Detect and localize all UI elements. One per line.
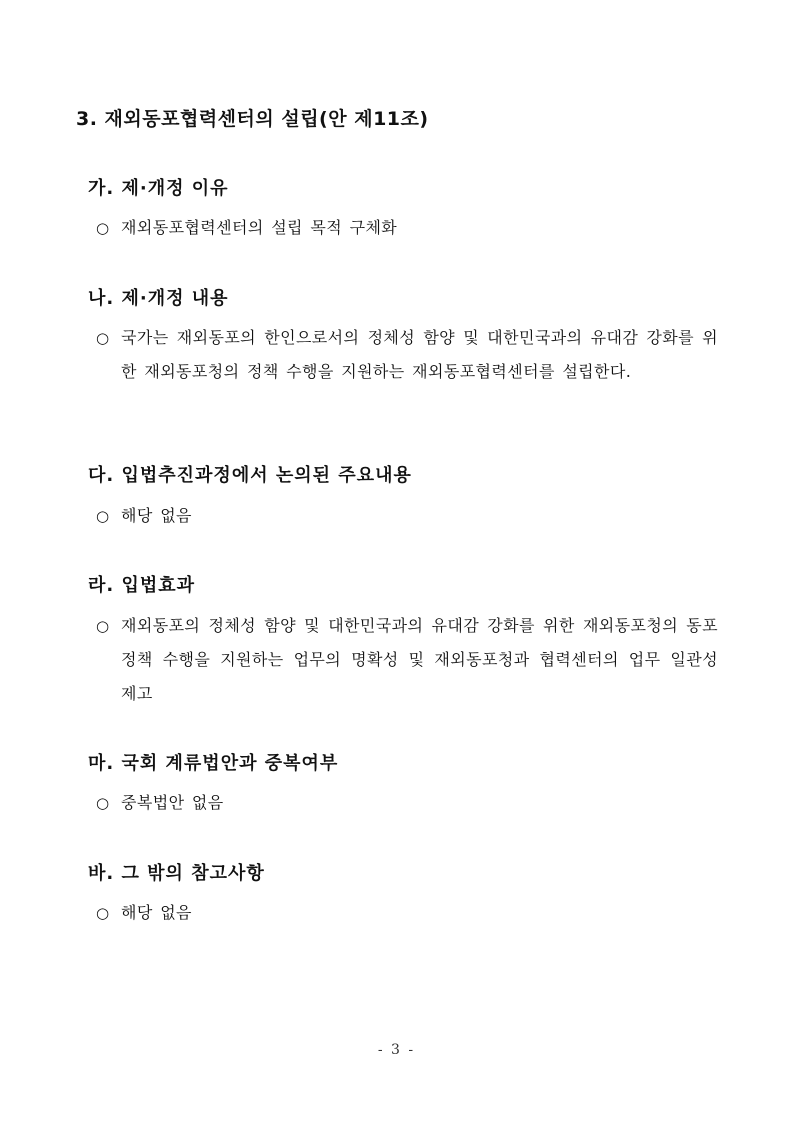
section-heading: 가. 제·개정 이유 [88,178,229,199]
section-heading: 다. 입법추진과정에서 논의된 주요내용 [88,465,412,486]
bullet-text: 해당 없음 [121,506,192,525]
section-heading: 마. 국회 계류법안과 중복여부 [88,753,339,774]
page-number: - 3 - [377,1042,416,1058]
bullet-text: 해당 없음 [121,903,192,922]
bullet-circle-icon: ○ [96,617,110,635]
section-heading: 라. 입법효과 [88,575,196,596]
bullet-text: 재외동포의 정체성 함양 및 대한민국과의 유대감 강화를 위한 재외동포청의 동포 정책 수행을 지원하는 업무의 명확성 및 재외동포청과 협력센터의 업무 일관성 제고 [121,616,718,703]
section-heading: 나. 제·개정 내용 [88,288,229,309]
bullet-circle-icon: ○ [96,794,110,812]
page-title: 3. 재외동포협력센터의 설립(안 제11조) [76,108,429,130]
section-heading: 바. 그 밖의 참고사항 [88,863,265,884]
bullet-text: 국가는 재외동포의 한인으로서의 정체성 함양 및 대한민국과의 유대감 강화를 위한 재외동포청의 정책 수행을 지원하는 재외동포협력센터를 설립한다. [121,328,718,381]
bullet-circle-icon: ○ [96,904,110,922]
bullet-circle-icon: ○ [96,507,110,525]
bullet-text: 중복법안 없음 [121,793,224,812]
bullet-circle-icon: ○ [96,219,110,237]
bullet-text: 재외동포협력센터의 설립 목적 구체화 [121,218,398,237]
bullet-circle-icon: ○ [96,329,110,347]
